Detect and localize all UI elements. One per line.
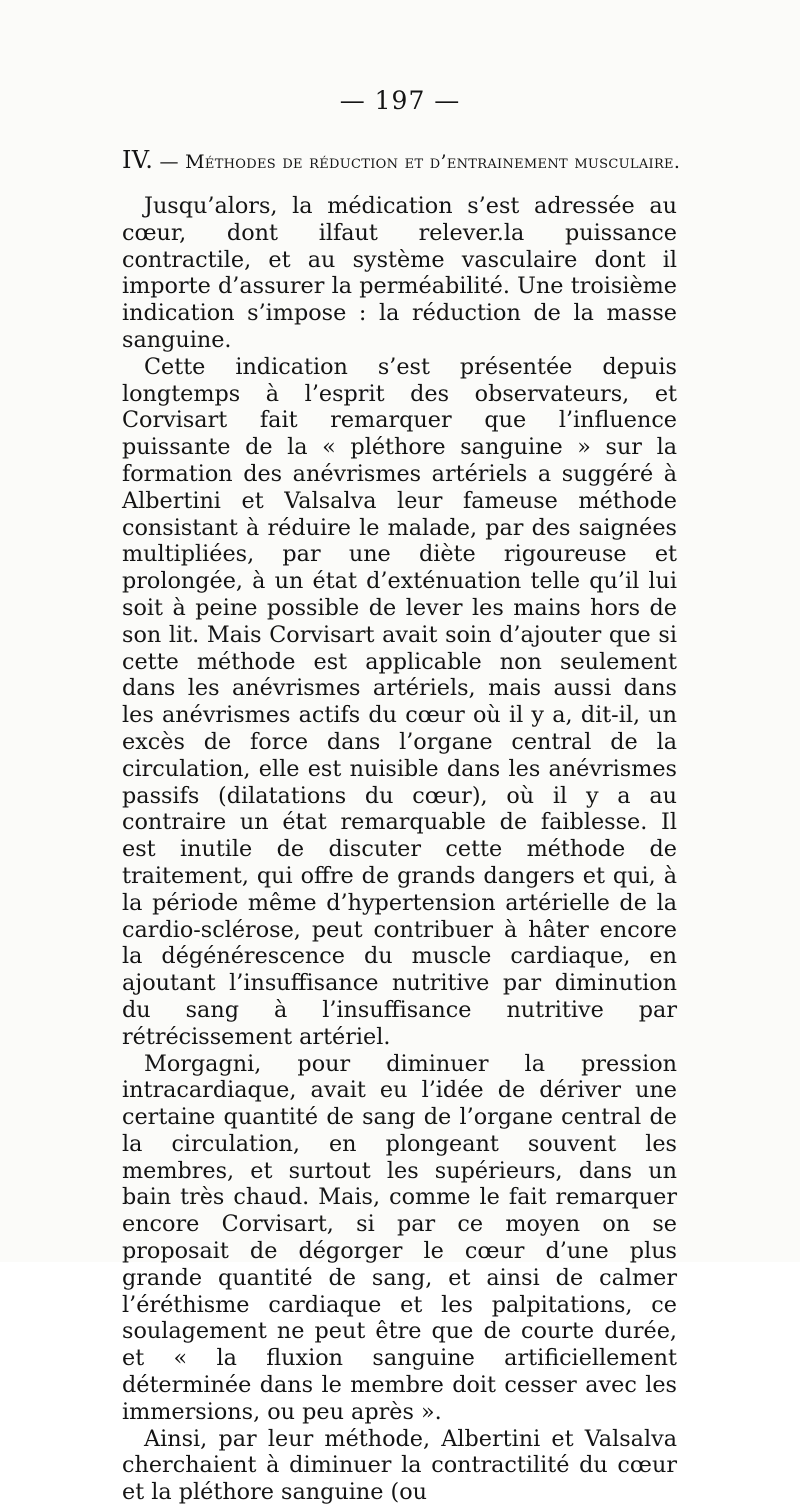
paragraph: Cette indication s’est présentée depuis longtemps à l’esprit des observateurs, et Corvisart fait remarquer que l’influence puissante de la « pléthore sanguine » sur la formation des anévrismes artériels a suggéré à Albertini et Valsalva leur fameuse méthode consistant à réduire le malade, par des saignées multipliées, par une diète rigoureuse et prolongée, à un état d’exténuation telle qu’il lui soit à peine possible de lever les mains hors de son lit. Mais Corvisart avait soin d’ajouter que si cette méthode est applicable non seulement dans les anévrismes artériels, mais aussi dans les anévrismes actifs du cœur où il y a, dit-il, un excès de force dans l’organe central de la circulation, elle est nuisible dans les anévrismes passifs (dilatations du cœur), où il y a au contraire un état remarquable de faiblesse. Il est inutile de discuter cette méthode de traitement, qui offre de grands dangers et qui, à la période même d’hypertension artérielle de la cardio-sclérose, peut contribuer à hâter encore la dégénérescence du muscle cardiaque, en ajoutant l’insuffisance nutritive par diminution du sang à l’insuffisance nutritive par rétrécissement artériel. — [122, 353, 677, 1050]
paragraph: Jusqu’alors, la médication s’est adressée au cœur, dont ilfaut relever.la puissance contractile, et au système vasculaire dont il importe d’assurer la perméabilité. Une troisième indication s’impose : la réduction de la masse sanguine. — [122, 193, 677, 353]
page-number: — 197 — — [339, 86, 461, 115]
section-dash: — — [159, 151, 179, 173]
section-numeral: IV. — [122, 146, 154, 174]
section-title-text: Méthodes de réduction et d’entrainement musculaire. — [185, 151, 681, 173]
paragraph: Morgagni, pour diminuer la pression intracardiaque, avait eu l’idée de dériver une certaine quantité de sang de l’organe central de la circulation, en plongeant souvent les membres, et surtout les supérieurs, dans un bain très chaud. Mais, comme le fait remarquer encore Corvisart, si par ce moyen on se proposait de dégorger le cœur d’une plus grande quantité de sang, et ainsi de calmer l’éréthisme cardiaque et les palpitations, ce soulagement ne peut être que de courte durée, et « la fluxion sanguine artificiellement déterminée dans le membre doit cesser avec les immersions, ou peu après ». — [122, 1050, 677, 1425]
section-heading — [122, 146, 682, 174]
paragraph: Ainsi, par leur méthode, Albertini et Valsalva cherchaient à diminuer la contractilité du cœur et la pléthore sanguine (ou — [122, 1425, 677, 1506]
body-text — [122, 193, 677, 1506]
